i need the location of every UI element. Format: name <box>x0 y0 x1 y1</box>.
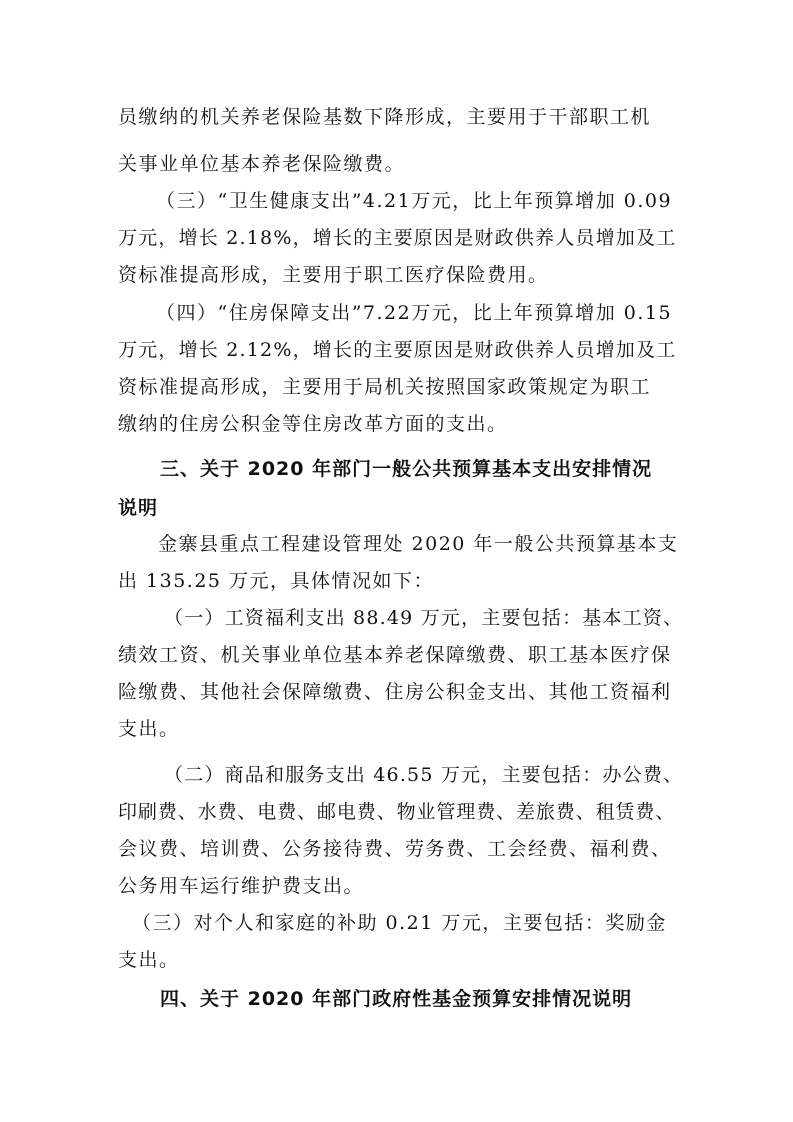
text-line: 公务用车运行维护费支出。 <box>118 875 365 897</box>
text-line: （一）工资福利支出 88.49 万元，主要包括：基本工资、 <box>164 607 684 629</box>
text-line: 险缴费、其他社会保障缴费、住房公积金支出、其他工资福利 <box>118 681 672 703</box>
text-line: 万元，增长 2.18%，增长的主要原因是财政供养人员增加及工 <box>118 227 677 249</box>
text-line: 出 135.25 万元，具体情况如下： <box>118 570 435 592</box>
text-line: 印刷费、水费、电费、邮电费、物业管理费、差旅费、租赁费、 <box>118 801 676 823</box>
text-line: 支出。 <box>118 718 180 740</box>
text-line: 绩效工资、机关事业单位基本养老保障缴费、职工基本医疗保 <box>118 644 672 666</box>
text-line: 资标准提高形成，主要用于职工医疗保险费用。 <box>118 264 549 286</box>
section-heading: 三、关于 2020 年部门一般公共预算基本支出安排情况 <box>160 458 653 480</box>
section-heading-continued: 说明 <box>118 497 159 519</box>
text-line: 缴纳的住房公积金等住房改革方面的支出。 <box>118 413 508 435</box>
text-line: （三）对个人和家庭的补助 0.21 万元，主要包括：奖励金 <box>132 912 667 934</box>
text-line: 关事业单位基本养老保险缴费。 <box>118 153 406 175</box>
text-line: 会议费、培训费、公务接待费、劳务费、工会经费、福利费、 <box>118 838 672 860</box>
text-line: 支出。 <box>118 949 180 971</box>
text-line: 万元，增长 2.12%，增长的主要原因是财政供养人员增加及工 <box>118 339 677 361</box>
text-line: 员缴纳的机关养老保险基数下降形成，主要用于干部职工机 <box>118 106 652 128</box>
section-heading: 四、关于 2020 年部门政府性基金预算安排情况说明 <box>160 988 633 1010</box>
text-line: （二）商品和服务支出 46.55 万元，主要包括：办公费、 <box>164 764 684 786</box>
text-line: （三）“卫生健康支出”4.21万元，比上年预算增加 0.09 <box>156 190 673 212</box>
text-line: 金寨县重点工程建设管理处 2020 年一般公共预算基本支 <box>158 533 679 555</box>
text-line: 资标准提高形成，主要用于局机关按照国家政策规定为职工 <box>118 376 652 398</box>
text-line: （四）“住房保障支出”7.22万元，比上年预算增加 0.15 <box>156 302 673 324</box>
